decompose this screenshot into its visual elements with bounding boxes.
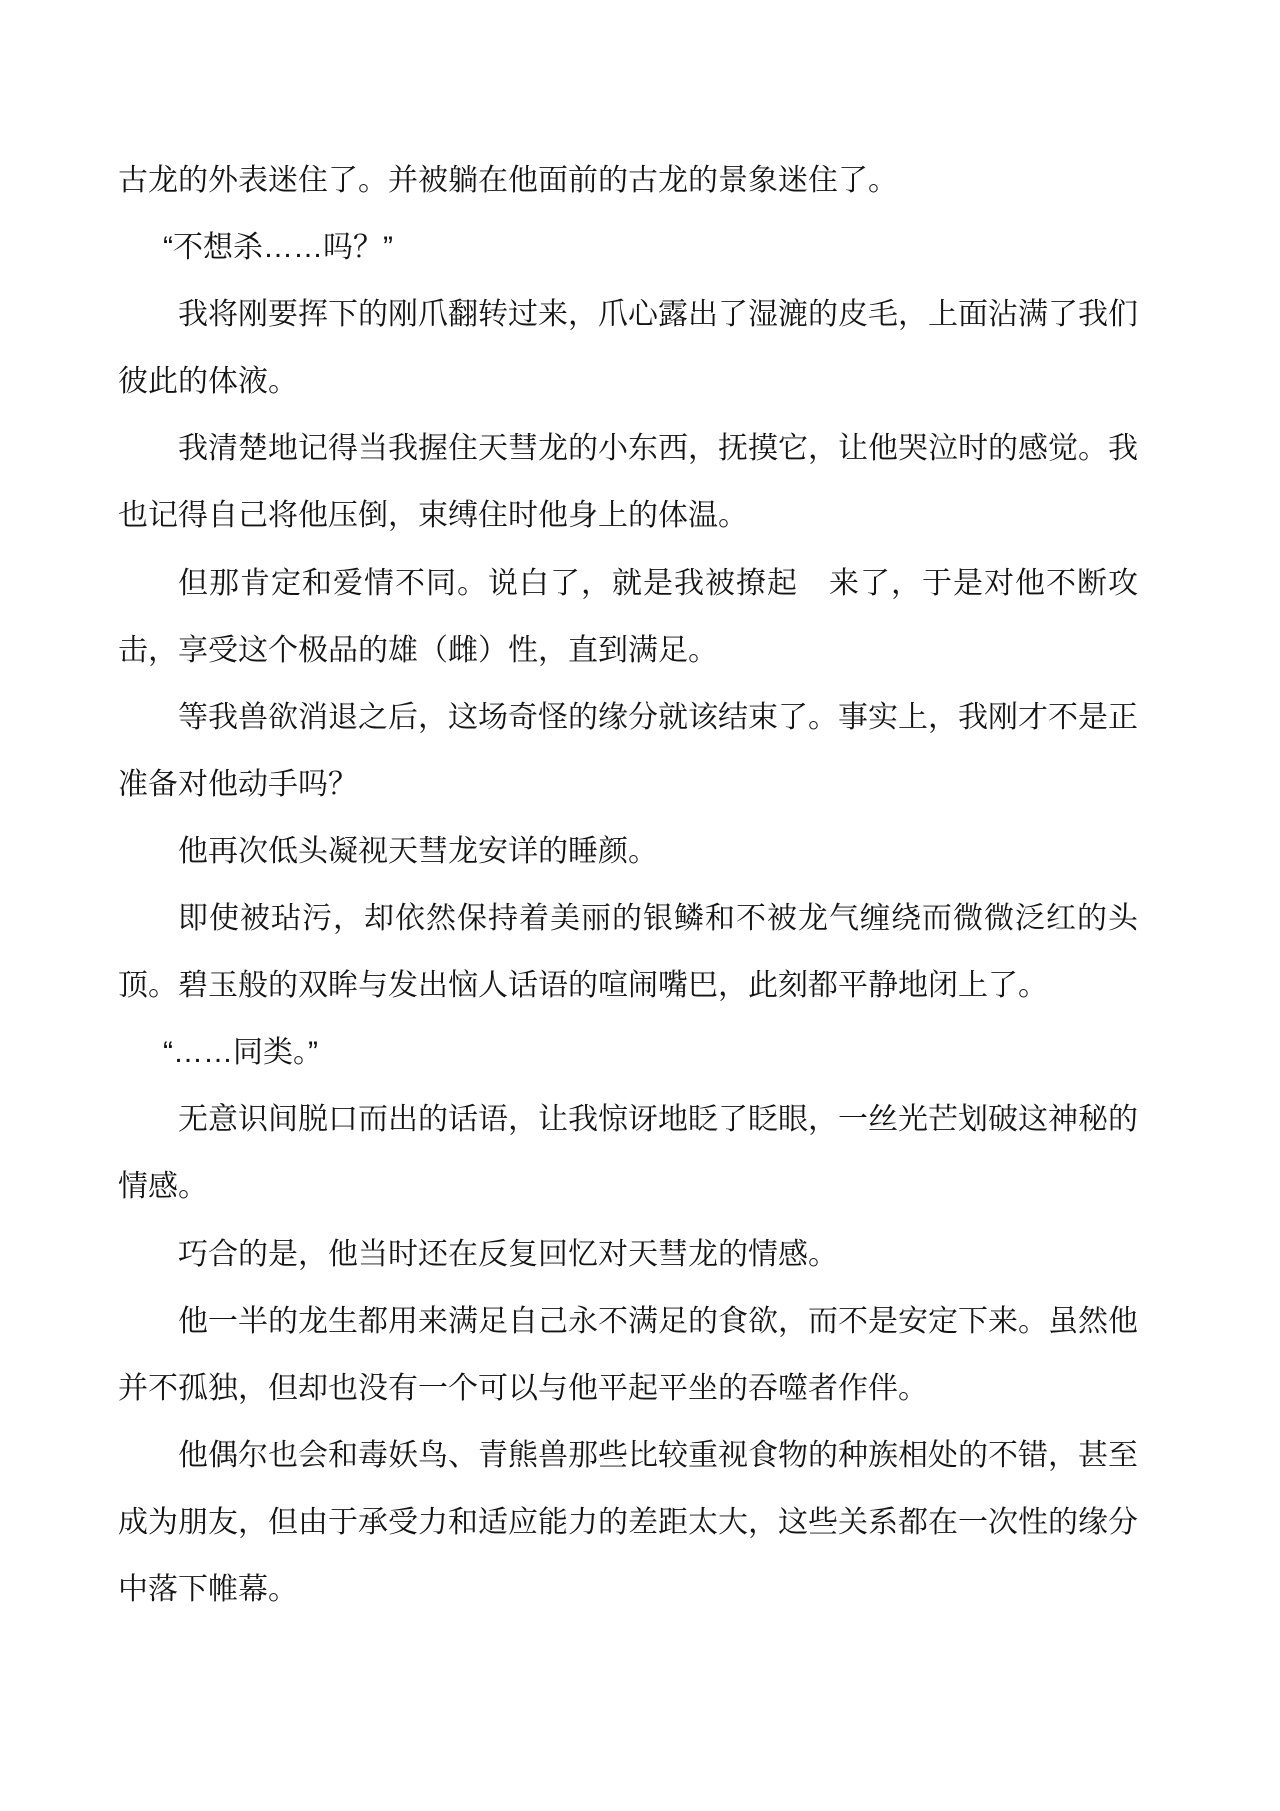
paragraph: 他再次低头凝视天彗龙安详的睡颜。 xyxy=(178,834,658,868)
paragraph: 等我兽欲消退之后，这场奇怪的缘分就该结束了。事实上，我刚才不是正准备对他动手吗？ xyxy=(118,700,1138,801)
paragraph: 他一半的龙生都用来满足自己永不满足的食欲，而不是安定下来。虽然他并不孤独，但却也没有一个可以与他平起平坐的吞噬者作伴。 xyxy=(118,1304,1138,1405)
paragraph: 即使被玷污，却依然保持着美丽的银鳞和不被龙气缠绕而微微泛红的头顶。碧玉般的双眸与发出恼人话语的喧闹嘴巴，此刻都平静地闭上了。 xyxy=(118,902,1138,1003)
paragraph: 巧合的是，他当时还在反复回忆对天彗龙的情感。 xyxy=(178,1237,838,1271)
paragraph: 但那肯定和爱情不同。说白了，就是我被撩起 来了，于是对他不断攻击，享受这个极品的雄（雌）性，直到满足。 xyxy=(118,566,1138,667)
dialogue-line: “不想杀……吗？” xyxy=(163,231,393,265)
paragraph: 我将刚要挥下的刚爪翻转过来，爪心露出了湿漉的皮毛，上面沾满了我们彼此的体液。 xyxy=(118,298,1138,399)
paragraph: 我清楚地记得当我握住天彗龙的小东西，抚摸它，让他哭泣时的感觉。我也记得自己将他压倒，束缚住时他身上的体温。 xyxy=(118,432,1138,533)
dialogue-line: “……同类。” xyxy=(163,1036,318,1070)
paragraph: 他偶尔也会和毒妖鸟、青熊兽那些比较重视食物的种族相处的不错，甚至成为朋友，但由于承受力和适应能力的差距太大，这些关系都在一次性的缘分中落下帷幕。 xyxy=(118,1438,1138,1606)
paragraph: 无意识间脱口而出的话语，让我惊讶地眨了眨眼，一丝光芒划破这神秘的情感。 xyxy=(118,1103,1138,1204)
paragraph-continuation: 古龙的外表迷住了。并被躺在他面前的古龙的景象迷住了。 xyxy=(118,164,898,197)
